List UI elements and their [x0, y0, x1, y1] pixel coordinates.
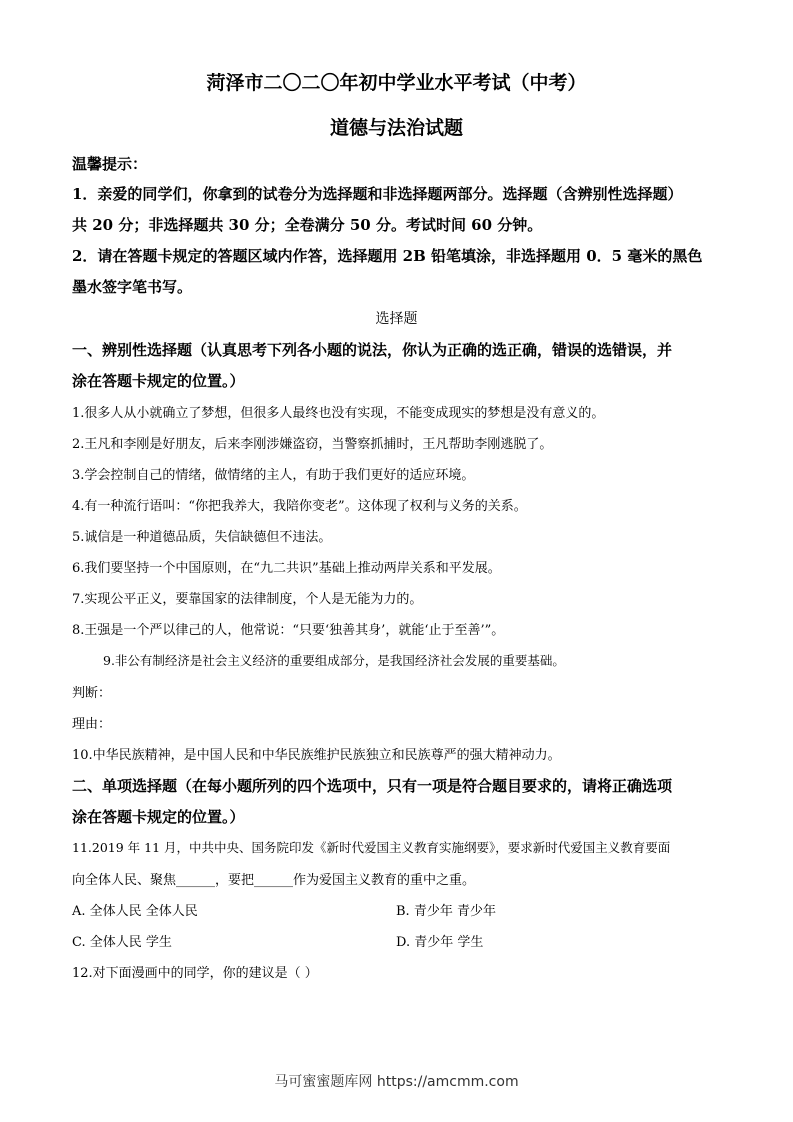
question-2: 2.王凡和李刚是好朋友，后来李刚涉嫌盗窃，当警察抓捕时，王凡帮助李刚逃脱了。: [72, 437, 553, 452]
question-11-option-a: A. 全体人民 全体人民: [72, 904, 198, 919]
reason-label: 理由：: [72, 717, 112, 732]
question-5: 5.诚信是一种道德品质，失信缺德但不违法。: [72, 530, 332, 545]
question-8: 8.王强是一个严以律己的人，他常说：“只要‘独善其身’，就能‘止于至善’”。: [72, 623, 505, 638]
question-12: 12.对下面漫画中的同学，你的建议是（ ）: [72, 966, 318, 981]
question-11-option-b: B. 青少年 青少年: [396, 904, 496, 919]
part1-heading-line-2: 涂在答题卡规定的位置。）: [72, 372, 245, 390]
part2-heading-line-2: 涂在答题卡规定的位置。）: [72, 808, 245, 826]
footer-watermark: 马可蜜蜜题库网 https://amcmm.com: [274, 1074, 519, 1090]
notice-item-2-line-2: 墨水签字笔书写。: [72, 278, 193, 296]
question-10: 10.中华民族精神，是中国人民和中华民族维护民族独立和民族尊严的强大精神动力。: [72, 748, 561, 763]
notice-item-1-line-1: 1．亲爱的同学们，你拿到的试卷分为选择题和非选择题两部分。选择题（含辨别性选择题）: [72, 185, 683, 203]
question-11-line-2: 向全体人民、聚焦______，要把______作为爱国主义教育的重中之重。: [72, 873, 476, 888]
part2-heading-line-1: 二、单项选择题（在每小题所列的四个选项中，只有一项是符合题目要求的，请将正确选项: [72, 777, 673, 795]
notice-heading: 温馨提示：: [72, 155, 148, 173]
question-9: 9.非公有制经济是社会主义经济的重要组成部分，是我国经济社会发展的重要基础。: [103, 653, 565, 668]
notice-item-1-line-2: 共 20 分；非选择题共 30 分；全卷满分 50 分。考试时间 60 分钟。: [72, 216, 543, 234]
exam-subtitle: 道德与法治试题: [329, 117, 463, 139]
question-7: 7.实现公平正义，要靠国家的法律制度，个人是无能为力的。: [72, 592, 423, 607]
question-4: 4.有一种流行语叫：“你把我养大，我陪你变老”。这体现了权利与义务的关系。: [72, 499, 527, 514]
question-3: 3.学会控制自己的情绪，做情绪的主人，有助于我们更好的适应环境。: [72, 468, 475, 483]
notice-item-2-line-1: 2．请在答题卡规定的答题区域内作答，选择题用 2B 铅笔填涂，非选择题用 0．5 毫米的黑色: [72, 247, 703, 265]
question-11-option-d: D. 青少年 学生: [396, 935, 484, 950]
question-11-line-1: 11.2019 年 11 月，中共中央、国务院印发《新时代爱国主义教育实施纲要》，要求新时代爱国主义教育要面: [72, 840, 671, 855]
exam-title: 菏泽市二〇二〇年初中学业水平考试（中考）: [206, 72, 587, 94]
part1-heading-line-1: 一、辨别性选择题（认真思考下列各小题的说法，你认为正确的选正确，错误的选错误，并: [72, 341, 673, 359]
question-1: 1.很多人从小就确立了梦想，但很多人最终也没有实现，不能变成现实的梦想是没有意义的。: [72, 406, 605, 421]
question-11-option-c: C. 全体人民 学生: [72, 935, 172, 950]
judge-label: 判断：: [72, 686, 112, 701]
section-label: 选择题: [375, 311, 418, 327]
question-6: 6.我们要坚持一个中国原则，在“九二共识”基础上推动两岸关系和平发展。: [72, 561, 501, 576]
